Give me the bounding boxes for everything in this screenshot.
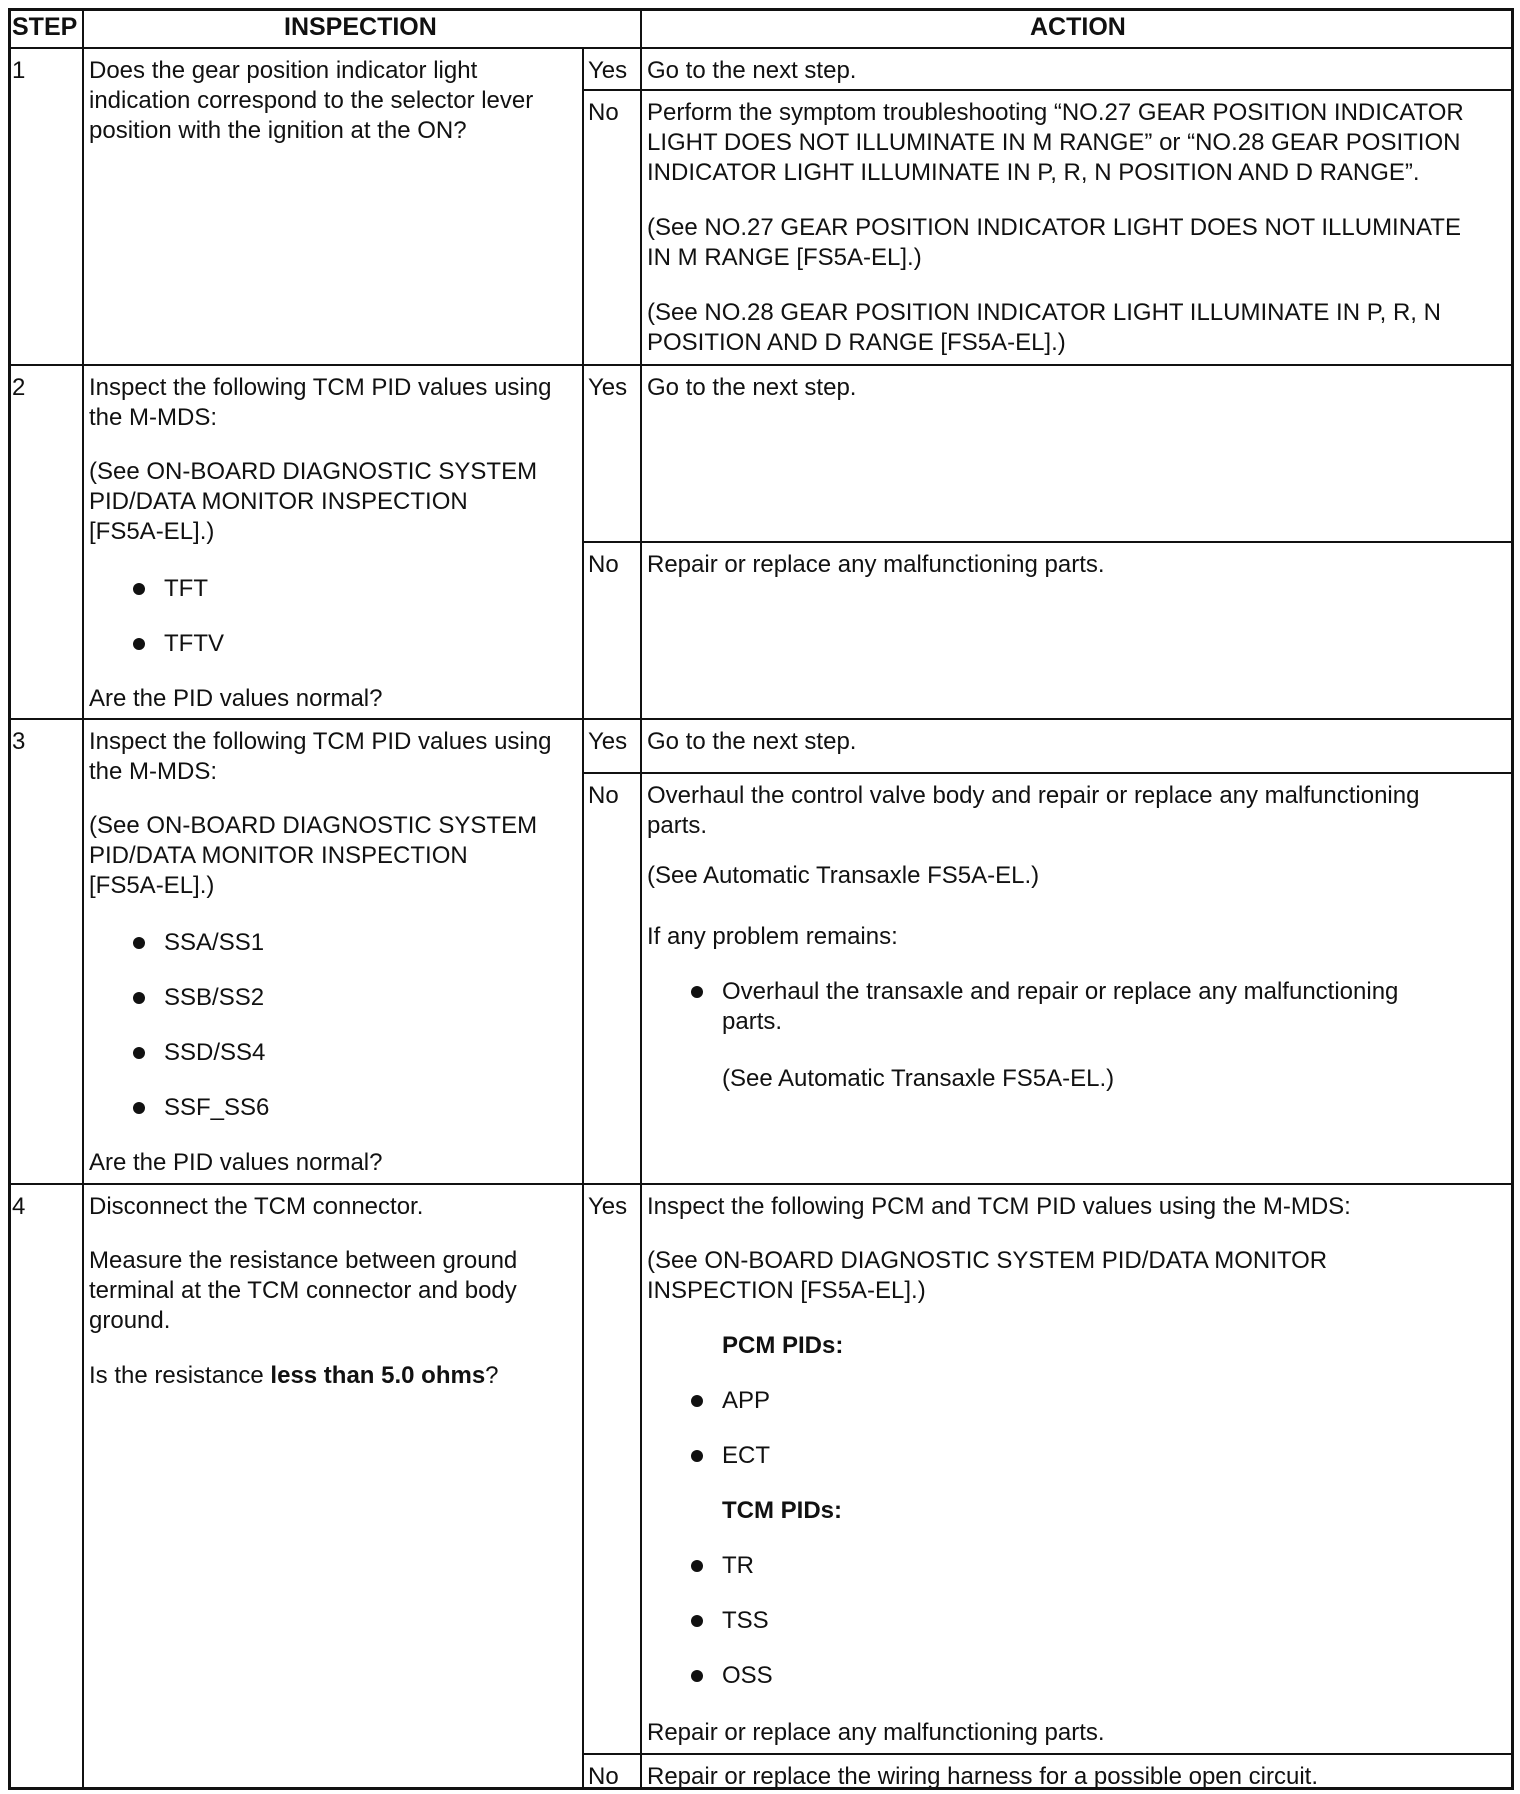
row-divider-5 bbox=[582, 772, 1514, 774]
step-number: 2 bbox=[12, 374, 26, 401]
inspection-reference: [FS5A-EL].) bbox=[89, 518, 215, 545]
tcm-pids-heading: TCM PIDs: bbox=[722, 1497, 842, 1524]
bullet-icon bbox=[691, 1560, 703, 1572]
yes-action: Go to the next step. bbox=[647, 374, 857, 401]
yes-action: Go to the next step. bbox=[647, 57, 857, 84]
yes-action: Repair or replace any malfunctioning parts. bbox=[647, 1719, 1105, 1746]
inspection-text: terminal at the TCM connector and body bbox=[89, 1277, 517, 1304]
pid-item: SSD/SS4 bbox=[164, 1039, 266, 1066]
inspection-text: Does the gear position indicator light bbox=[89, 57, 478, 84]
no-action-reference: (See Automatic Transaxle FS5A-EL.) bbox=[722, 1065, 1115, 1092]
row-divider-3 bbox=[582, 541, 1514, 543]
question-prefix: Is the resistance bbox=[89, 1362, 271, 1389]
no-action-bullet: Overhaul the transaxle and repair or replace any malfunctioning bbox=[722, 978, 1399, 1005]
row-divider-2 bbox=[8, 364, 1514, 366]
yes-label: Yes bbox=[588, 728, 628, 755]
pid-item: SSF_SS6 bbox=[164, 1094, 270, 1121]
row-divider-1 bbox=[582, 89, 1514, 91]
inspection-reference: (See ON-BOARD DIAGNOSTIC SYSTEM bbox=[89, 458, 538, 485]
no-action-bullet: parts. bbox=[722, 1008, 783, 1035]
step-number: 1 bbox=[12, 57, 26, 84]
inspection-question bbox=[89, 1361, 499, 1391]
inspection-text: Inspect the following TCM PID values using bbox=[89, 728, 552, 755]
no-action-reference: IN M RANGE [FS5A-EL].) bbox=[647, 244, 922, 271]
no-action: Repair or replace the wiring harness for a possible open circuit. bbox=[647, 1763, 1319, 1790]
col-divider-inspection bbox=[640, 8, 642, 1790]
pid-item: OSS bbox=[722, 1662, 773, 1689]
inspection-text: ground. bbox=[89, 1307, 171, 1334]
pid-item: TSS bbox=[722, 1607, 769, 1634]
row-divider-7 bbox=[582, 1753, 1514, 1755]
inspection-text: Disconnect the TCM connector. bbox=[89, 1193, 424, 1220]
no-action: Overhaul the control valve body and repair or replace any malfunctioning bbox=[647, 782, 1420, 809]
question-threshold: less than 5.0 ohms bbox=[270, 1362, 486, 1389]
no-action: If any problem remains: bbox=[647, 923, 898, 950]
bullet-icon bbox=[691, 1670, 703, 1682]
no-action: parts. bbox=[647, 812, 708, 839]
bullet-icon bbox=[133, 1047, 145, 1059]
no-action-reference: POSITION AND D RANGE [FS5A-EL].) bbox=[647, 329, 1066, 356]
bullet-icon bbox=[691, 986, 703, 998]
yes-label: Yes bbox=[588, 1193, 628, 1220]
bullet-icon bbox=[691, 1395, 703, 1407]
step-number: 4 bbox=[12, 1193, 26, 1220]
header-action: ACTION bbox=[1030, 13, 1126, 41]
no-action-reference: (See NO.27 GEAR POSITION INDICATOR LIGHT DOES NOT ILLUMINATE bbox=[647, 214, 1461, 241]
bullet-icon bbox=[133, 992, 145, 1004]
no-action-reference: (See NO.28 GEAR POSITION INDICATOR LIGHT ILLUMINATE IN P, R, N bbox=[647, 299, 1441, 326]
header-step: STEP bbox=[12, 13, 78, 41]
no-action: Perform the symptom troubleshooting “NO.27 GEAR POSITION INDICATOR bbox=[647, 99, 1464, 126]
yes-label: Yes bbox=[588, 374, 628, 401]
no-label: No bbox=[588, 551, 619, 578]
pid-item: SSA/SS1 bbox=[164, 929, 265, 956]
inspection-text: Measure the resistance between ground bbox=[89, 1247, 518, 1274]
bullet-icon bbox=[133, 1102, 145, 1114]
bullet-icon bbox=[691, 1450, 703, 1462]
pid-item: TFTV bbox=[164, 630, 224, 657]
no-action: LIGHT DOES NOT ILLUMINATE IN M RANGE” or “NO.28 GEAR POSITION bbox=[647, 129, 1461, 156]
no-action-reference: (See Automatic Transaxle FS5A-EL.) bbox=[647, 862, 1040, 889]
pcm-pids-heading: PCM PIDs: bbox=[722, 1332, 844, 1359]
no-label: No bbox=[588, 782, 619, 809]
pid-item: SSB/SS2 bbox=[164, 984, 265, 1011]
inspection-question: Are the PID values normal? bbox=[89, 685, 383, 712]
no-action: Repair or replace any malfunctioning parts. bbox=[647, 551, 1105, 578]
pid-item: TFT bbox=[164, 575, 208, 602]
inspection-text: indication correspond to the selector lever bbox=[89, 87, 534, 114]
inspection-reference: (See ON-BOARD DIAGNOSTIC SYSTEM bbox=[89, 812, 538, 839]
bullet-icon bbox=[133, 937, 145, 949]
inspection-text: position with the ignition at the ON? bbox=[89, 117, 467, 144]
bullet-icon bbox=[133, 583, 145, 595]
pid-item: APP bbox=[722, 1387, 771, 1414]
step-number: 3 bbox=[12, 728, 26, 755]
inspection-text: the M-MDS: bbox=[89, 404, 218, 431]
yes-action-reference: INSPECTION [FS5A-EL].) bbox=[647, 1277, 926, 1304]
bullet-icon bbox=[691, 1615, 703, 1627]
bullet-icon bbox=[133, 638, 145, 650]
question-suffix: ? bbox=[485, 1362, 499, 1389]
yes-action: Inspect the following PCM and TCM PID values using the M-MDS: bbox=[647, 1193, 1351, 1220]
no-action: INDICATOR LIGHT ILLUMINATE IN P, R, N POSITION AND D RANGE”. bbox=[647, 159, 1420, 186]
row-divider-4 bbox=[8, 718, 1514, 720]
inspection-reference: PID/DATA MONITOR INSPECTION bbox=[89, 842, 468, 869]
pid-item: TR bbox=[722, 1552, 754, 1579]
col-divider-step bbox=[82, 8, 84, 1790]
yes-action: Go to the next step. bbox=[647, 728, 857, 755]
col-divider-yesno bbox=[582, 48, 584, 1790]
header-divider bbox=[8, 47, 1514, 49]
inspection-text: Inspect the following TCM PID values using bbox=[89, 374, 552, 401]
no-label: No bbox=[588, 1763, 619, 1790]
inspection-question: Are the PID values normal? bbox=[89, 1149, 383, 1176]
row-divider-6 bbox=[8, 1183, 1514, 1185]
inspection-reference: [FS5A-EL].) bbox=[89, 872, 215, 899]
pid-item: ECT bbox=[722, 1442, 770, 1469]
inspection-reference: PID/DATA MONITOR INSPECTION bbox=[89, 488, 468, 515]
no-label: No bbox=[588, 99, 619, 126]
inspection-text: the M-MDS: bbox=[89, 758, 218, 785]
header-inspection: INSPECTION bbox=[284, 13, 437, 41]
yes-action-reference: (See ON-BOARD DIAGNOSTIC SYSTEM PID/DATA MONITOR bbox=[647, 1247, 1328, 1274]
yes-label: Yes bbox=[588, 57, 628, 84]
